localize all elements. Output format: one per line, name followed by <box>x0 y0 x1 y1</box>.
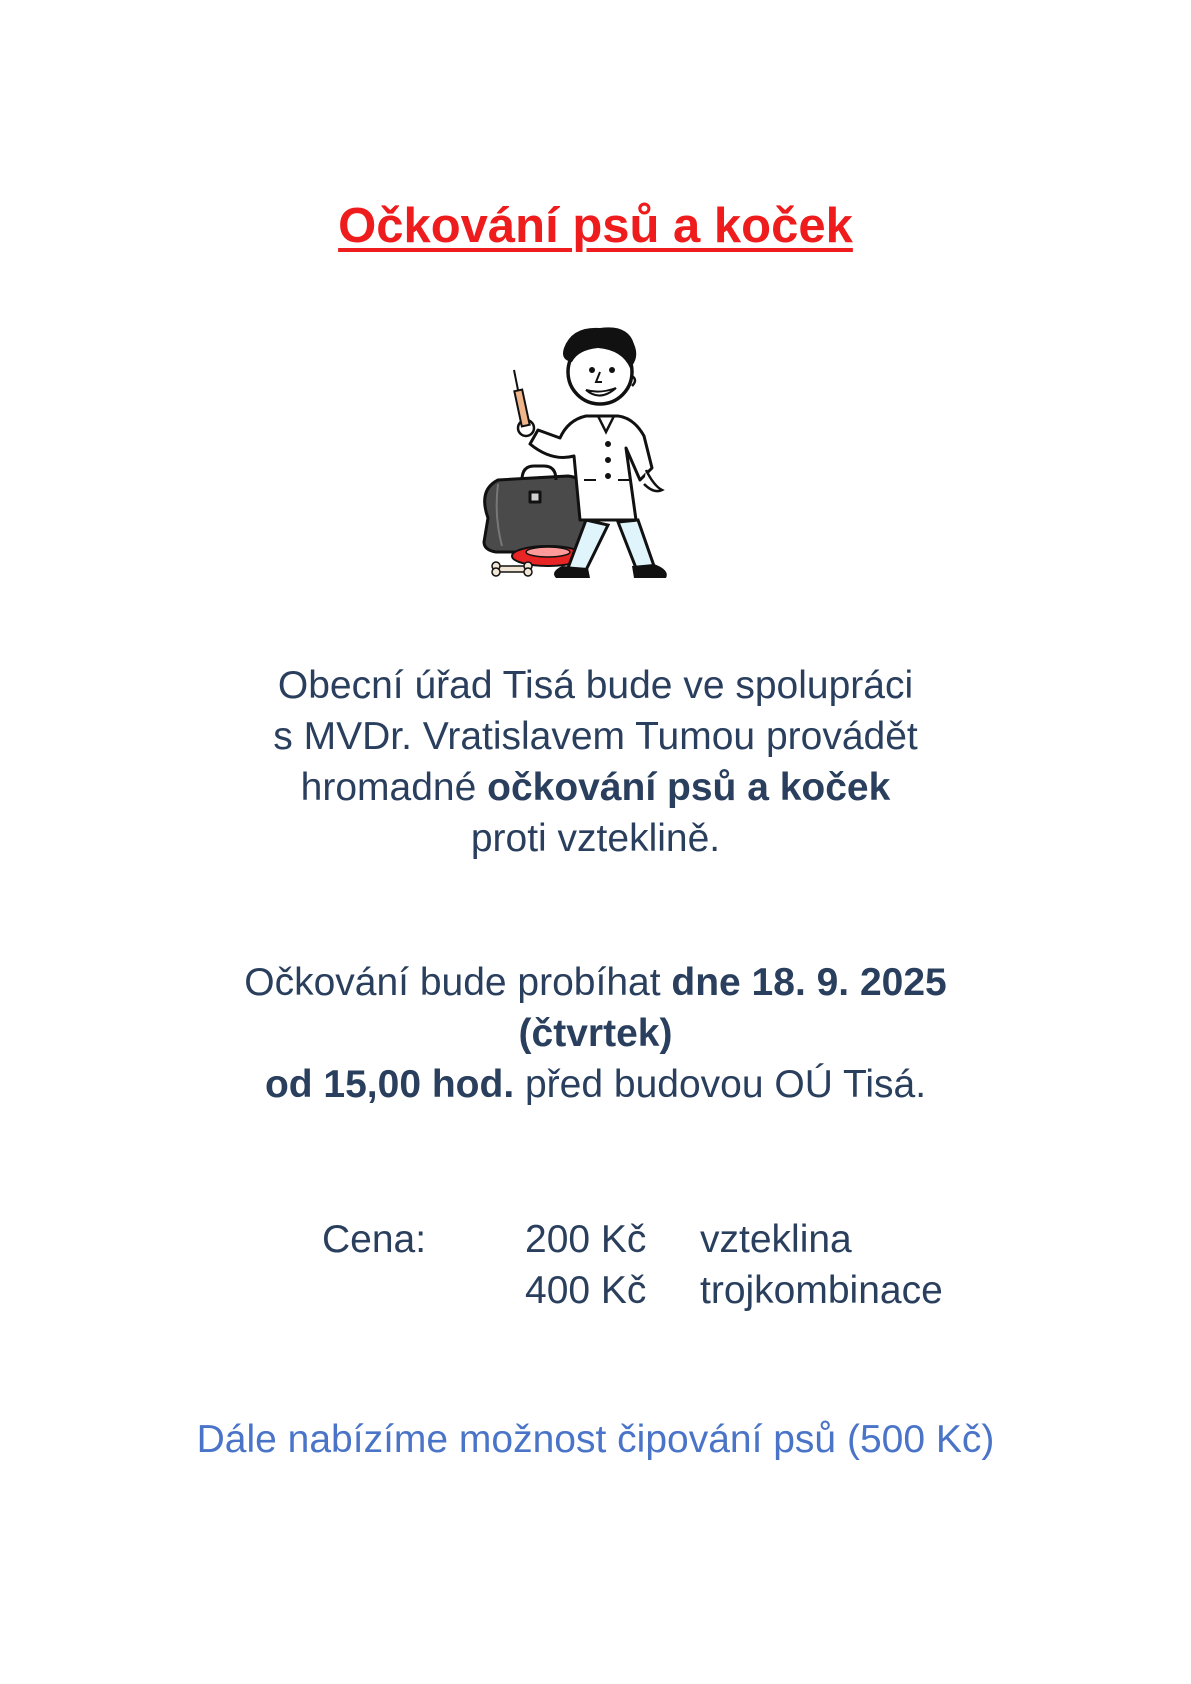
price-amounts <box>525 1214 646 1316</box>
schedule-line-1 <box>0 957 1191 1008</box>
intro-line-2: s MVDr. Vratislavem Tumou provádět <box>273 715 918 758</box>
price-item-name: trojkombinace <box>700 1269 943 1312</box>
intro-line-3 <box>0 762 1191 813</box>
veterinarian-with-syringe-and-bag-icon <box>468 320 728 620</box>
schedule-date: dne 18. 9. 2025 <box>671 961 947 1004</box>
page-title: Očkování psů a koček <box>338 199 853 253</box>
intro-line-3-plain: hromadné <box>300 766 488 809</box>
intro-line-4: proti vzteklině. <box>470 817 721 860</box>
intro-line-1: Obecní úřad Tisá bude ve spolupráci <box>277 664 914 707</box>
schedule-line-2 <box>0 1008 1191 1059</box>
price-amount: 200 Kč <box>525 1218 647 1261</box>
schedule-line-3 <box>0 1059 1191 1110</box>
schedule-weekday: (čtvrtek) <box>518 1012 673 1055</box>
schedule-time: od 15,00 hod. <box>264 1063 515 1106</box>
schedule-location: před budovou OÚ Tisá. <box>514 1063 927 1106</box>
price-amount: 400 Kč <box>525 1269 647 1312</box>
chip-offer: Dále nabízíme možnost čipování psů (500 Kč) <box>196 1418 995 1461</box>
price-item-name: vzteklina <box>700 1218 852 1261</box>
price-label: Cena: <box>322 1218 427 1261</box>
intro-line-3-bold: očkování psů a koček <box>487 766 891 809</box>
schedule-paragraph <box>0 957 1191 1110</box>
price-items <box>700 1214 943 1316</box>
intro-paragraph <box>0 660 1191 864</box>
schedule-line-1-plain: Očkování bude probíhat <box>244 961 672 1004</box>
